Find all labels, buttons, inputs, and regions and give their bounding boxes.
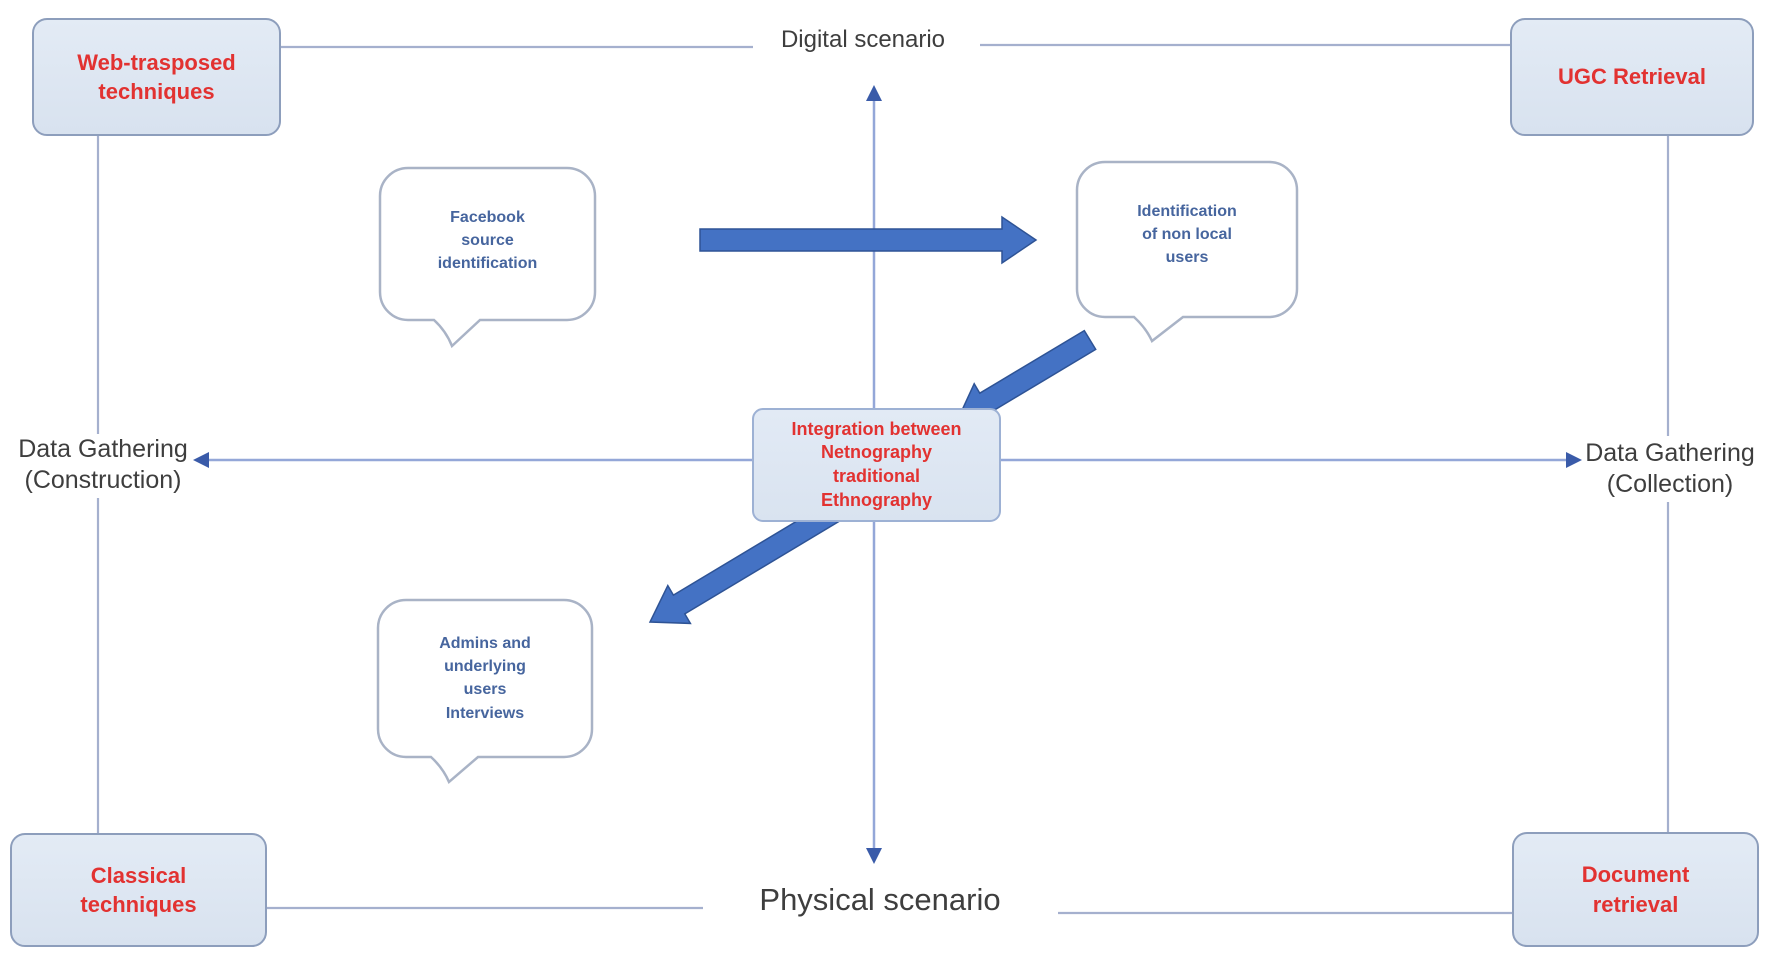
axis-label-line: Data Gathering bbox=[18, 435, 188, 463]
center-box-line: Ethnography bbox=[821, 489, 932, 510]
axis-arrowhead-up-icon bbox=[866, 85, 882, 101]
arrow-facebook-to-nonlocal-icon bbox=[700, 217, 1036, 263]
box-ugc-retrieval bbox=[1510, 18, 1754, 136]
box-label-line: Web-trasposed bbox=[77, 49, 236, 75]
bubble-line: identification bbox=[437, 255, 538, 273]
axis-arrowhead-left-icon bbox=[193, 452, 209, 468]
bubble-line: users bbox=[463, 681, 507, 699]
axis-arrowhead-down-icon bbox=[866, 848, 882, 864]
box-label-line: UGC Retrieval bbox=[1558, 64, 1706, 90]
bubble-line: Facebook bbox=[450, 209, 525, 226]
axis-label-physical-scenario: Physical scenario bbox=[759, 882, 1001, 917]
bubble-line: Interviews bbox=[445, 704, 525, 722]
box-web-trasposed-techniques bbox=[32, 18, 281, 136]
box-label-line: retrieval bbox=[1592, 891, 1679, 917]
bubble-line: source bbox=[461, 232, 514, 250]
bubble-admins-underlying-users-interviews bbox=[378, 632, 592, 725]
box-integration-netnography-ethnography bbox=[752, 408, 1001, 522]
bubble-line: Admins and bbox=[439, 635, 531, 652]
bubble-identification-non-local-users bbox=[1077, 200, 1297, 270]
center-box-line: Netnography bbox=[820, 442, 932, 463]
box-label-line: Classical bbox=[90, 862, 187, 888]
axis-label-data-gathering-construction bbox=[14, 434, 192, 495]
bubble-line: of non local bbox=[1142, 226, 1232, 244]
bubble-facebook-source-identification bbox=[380, 206, 595, 276]
axis-label-line: (Construction) bbox=[24, 465, 182, 494]
box-classical-techniques bbox=[10, 833, 267, 947]
center-box-line: traditional bbox=[832, 466, 920, 486]
bubble-line: underlying bbox=[444, 658, 526, 676]
box-label-line: techniques bbox=[98, 79, 215, 104]
bubble-line: users bbox=[1165, 249, 1209, 267]
axis-label-line: Data Gathering bbox=[1585, 439, 1755, 467]
center-box-line: Integration between bbox=[791, 418, 962, 439]
box-label-line: techniques bbox=[80, 892, 197, 917]
axis-label-digital-scenario: Digital scenario bbox=[780, 26, 946, 53]
axis-arrowhead-right-icon bbox=[1566, 452, 1582, 468]
axis-label-data-gathering-collection bbox=[1584, 438, 1756, 499]
axis-label-line: (Collection) bbox=[1606, 469, 1734, 498]
box-label-line: Document bbox=[1581, 862, 1690, 888]
box-document-retrieval bbox=[1512, 832, 1759, 947]
bubble-line: Identification bbox=[1137, 203, 1237, 220]
